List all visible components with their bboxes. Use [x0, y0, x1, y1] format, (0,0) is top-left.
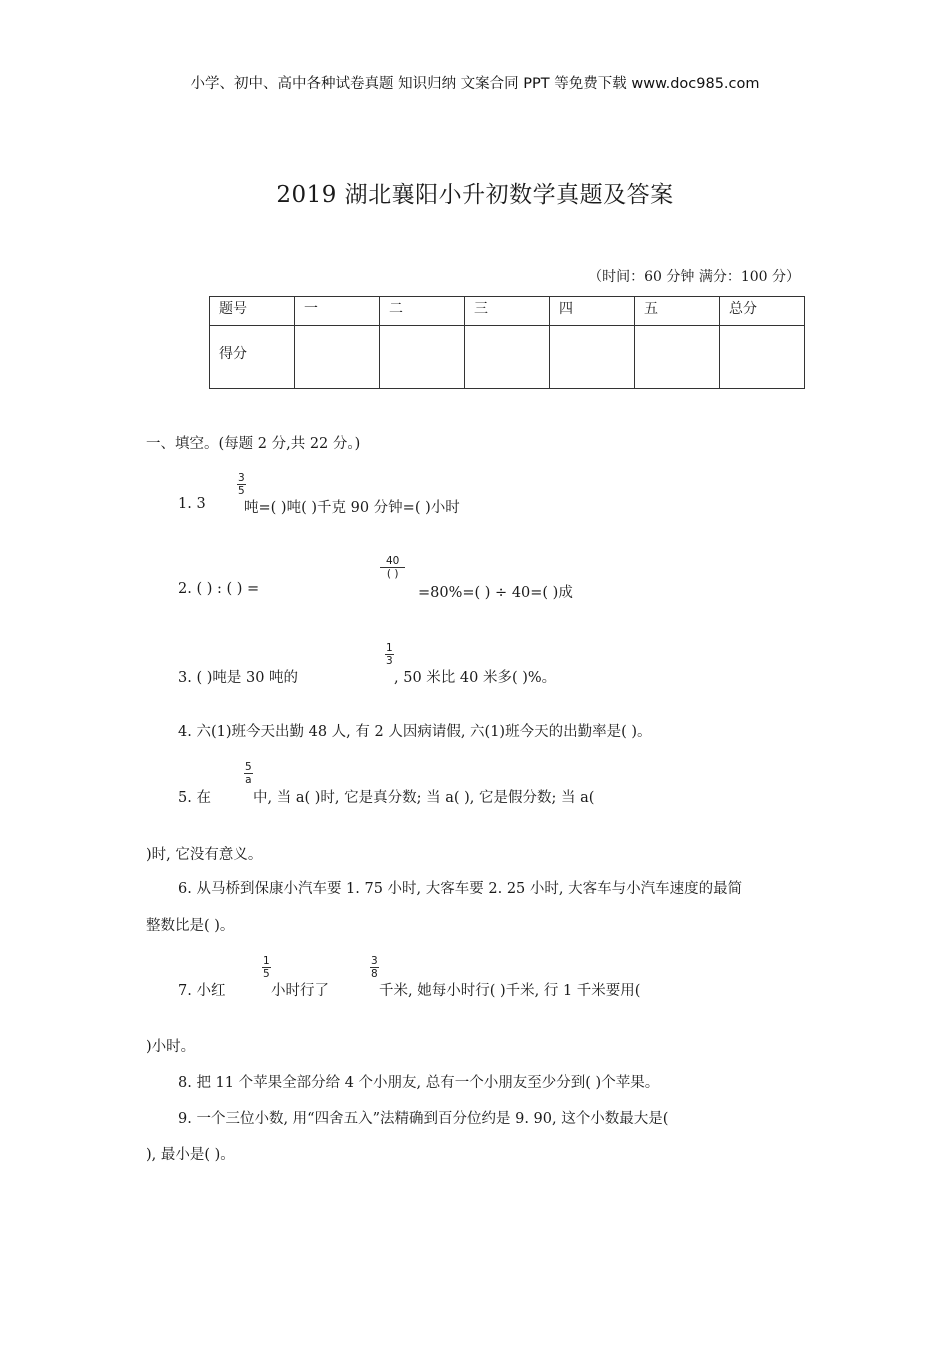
fraction-denominator: 3: [386, 655, 393, 667]
fraction-denominator: 5: [263, 968, 270, 980]
question-3-prefix: 3. ( )吨是 30 吨的: [178, 670, 299, 686]
question-3-text: , 50 米比 40 米多( )%。: [394, 670, 557, 686]
score-table: [209, 296, 805, 389]
question-7-fraction-time: [262, 955, 271, 980]
section-heading: 一、填空。(每题 2 分,共 22 分。): [146, 436, 361, 452]
page-header-banner: 小学、初中、高中各种试卷真题 知识归纳 文案合同 PPT 等免费下载 www.doc985.com: [190, 76, 760, 92]
question-7-continuation: )小时。: [146, 1039, 196, 1055]
question-1-prefix: 1. 3: [178, 496, 206, 512]
question-2-prefix: 2. ( ) : ( ) =: [178, 581, 260, 597]
question-1-fraction: [237, 472, 246, 497]
fraction-numerator: 40: [380, 555, 405, 568]
question-7-fraction-distance: [370, 955, 379, 980]
question-5-fraction: [244, 761, 253, 786]
page-title: 2019 湖北襄阳小升初数学真题及答案: [276, 182, 674, 208]
fraction-numerator: 5: [245, 761, 252, 773]
score-table-cell: 四: [550, 297, 635, 326]
question-9-line-2: ), 最小是( )。: [146, 1147, 235, 1163]
score-table-cell: 五: [635, 297, 720, 326]
exam-meta: （时间：60 分钟 满分：100 分）: [588, 269, 800, 285]
score-table-cell: 得分: [210, 326, 295, 389]
question-3-fraction: [385, 642, 394, 667]
question-6-line-1: 6. 从马桥到保康小汽车要 1. 75 小时, 大客车要 2. 25 小时, 大客车与小汽车速度的最简: [178, 881, 743, 897]
score-input-cell[interactable]: [720, 326, 805, 389]
question-5-continuation: )时, 它没有意义。: [146, 847, 263, 863]
score-input-cell[interactable]: [380, 326, 465, 389]
fraction-denominator: 5: [238, 485, 245, 497]
question-8-text: 8. 把 11 个苹果全部分给 4 个小朋友, 总有一个小朋友至少分到( )个苹果。: [178, 1075, 660, 1091]
fraction-denominator: a: [245, 774, 252, 786]
fraction-denominator: ( ): [386, 568, 399, 580]
score-table-cell: 题号: [210, 297, 295, 326]
question-1-text: 吨=( )吨( )千克 90 分钟=( )小时: [244, 500, 460, 516]
fraction-numerator: 1: [386, 642, 393, 654]
question-9-line-1: 9. 一个三位小数, 用“四舍五入”法精确到百分位约是 9. 90, 这个小数最大是(: [178, 1111, 669, 1127]
fraction-denominator: 8: [371, 968, 378, 980]
question-4-text: 4. 六(1)班今天出勤 48 人, 有 2 人因病请假, 六(1)班今天的出勤率是( )。: [178, 724, 652, 740]
question-5-prefix: 5. 在: [178, 790, 211, 806]
question-7-prefix: 7. 小红: [178, 983, 226, 999]
score-table-cell: 总分: [720, 297, 805, 326]
score-input-cell[interactable]: [465, 326, 550, 389]
fraction-numerator: 1: [263, 955, 270, 967]
score-input-cell[interactable]: [295, 326, 380, 389]
question-7-text-b: 千米, 她每小时行( )千米, 行 1 千米要用(: [379, 983, 641, 999]
score-table-cell: 一: [295, 297, 380, 326]
score-input-cell[interactable]: [550, 326, 635, 389]
score-table-score-row: [210, 326, 805, 389]
score-table-cell: 三: [465, 297, 550, 326]
question-2-text: =80%=( ) ÷ 40=( )成: [418, 585, 573, 601]
question-2-fraction: [380, 555, 405, 580]
score-input-cell[interactable]: [635, 326, 720, 389]
question-6-line-2: 整数比是( )。: [146, 918, 235, 934]
score-table-cell: 二: [380, 297, 465, 326]
question-5-text: 中, 当 a( )时, 它是真分数; 当 a( ), 它是假分数; 当 a(: [253, 790, 595, 806]
question-7-text-a: 小时行了: [271, 983, 329, 999]
fraction-numerator: 3: [238, 472, 245, 484]
fraction-numerator: 3: [371, 955, 378, 967]
score-table-header-row: [210, 297, 805, 326]
